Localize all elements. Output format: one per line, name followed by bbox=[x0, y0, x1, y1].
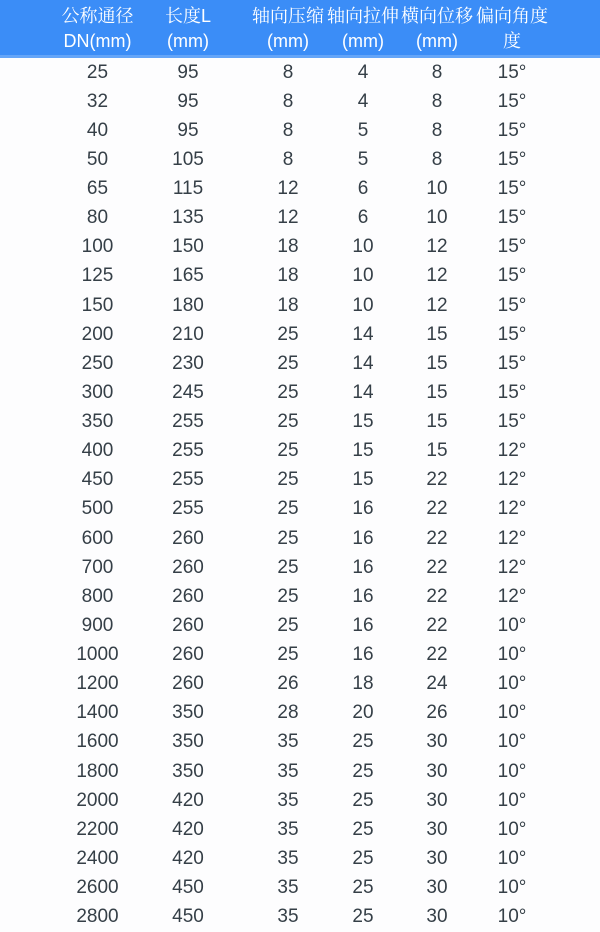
table-cell: 30 bbox=[426, 906, 448, 928]
table-cell: 25 bbox=[352, 818, 374, 840]
table-cell: 500 bbox=[81, 498, 114, 520]
table-cell: 10° bbox=[497, 673, 527, 695]
table-cell: 10° bbox=[497, 614, 527, 636]
col-header-label: 长度L bbox=[164, 5, 211, 26]
table-cell: 15° bbox=[497, 381, 527, 403]
table-cell: 900 bbox=[81, 614, 114, 636]
table-cell: 800 bbox=[81, 585, 114, 607]
table-cell: 14 bbox=[352, 323, 374, 345]
table-cell: 95 bbox=[177, 61, 199, 83]
table-row bbox=[0, 466, 600, 495]
table-cell: 10 bbox=[352, 294, 374, 316]
table-row bbox=[0, 553, 600, 582]
table-cell: 40 bbox=[86, 119, 109, 141]
table-cell: 25 bbox=[277, 527, 299, 549]
table-cell: 150 bbox=[172, 236, 204, 258]
table-cell: 12° bbox=[497, 585, 527, 607]
table-row bbox=[0, 757, 600, 786]
table-cell: 8 bbox=[282, 119, 294, 141]
table-cell: 8 bbox=[282, 148, 294, 170]
table-cell: 12 bbox=[426, 236, 448, 258]
table-row bbox=[0, 786, 600, 815]
table-cell: 420 bbox=[172, 789, 204, 811]
table-cell: 65 bbox=[86, 178, 109, 200]
table-cell: 32 bbox=[86, 90, 109, 112]
table-cell: 15° bbox=[497, 352, 527, 374]
table-cell: 4 bbox=[357, 90, 369, 112]
table-cell: 300 bbox=[81, 381, 114, 403]
table-cell: 10° bbox=[497, 789, 527, 811]
table-cell: 10 bbox=[426, 207, 448, 229]
table-cell: 12° bbox=[497, 440, 527, 462]
table-cell: 25 bbox=[86, 61, 109, 83]
table-cell: 15° bbox=[497, 265, 527, 287]
table-cell: 15° bbox=[497, 119, 527, 141]
table-cell: 10° bbox=[497, 731, 527, 753]
col-header-axial-compression bbox=[238, 0, 326, 57]
table-row bbox=[0, 437, 600, 466]
table-cell: 1400 bbox=[76, 702, 119, 724]
table-cell: 450 bbox=[81, 469, 114, 491]
table-cell: 22 bbox=[426, 614, 448, 636]
table-row bbox=[0, 87, 600, 116]
table-cell: 1600 bbox=[76, 731, 119, 753]
table-row bbox=[0, 815, 600, 844]
table-cell: 15° bbox=[497, 61, 527, 83]
table-cell: 22 bbox=[426, 585, 448, 607]
table-cell: 350 bbox=[172, 760, 204, 782]
table-cell: 35 bbox=[277, 760, 299, 782]
col-header-unit: DN(mm) bbox=[63, 30, 132, 51]
table-row bbox=[0, 204, 600, 233]
table-row bbox=[0, 145, 600, 174]
table-cell: 24 bbox=[426, 673, 448, 695]
table-row bbox=[0, 233, 600, 262]
table-cell: 260 bbox=[172, 527, 204, 549]
table-cell: 210 bbox=[172, 323, 204, 345]
table-cell: 10° bbox=[497, 906, 527, 928]
table-cell: 25 bbox=[277, 469, 299, 491]
table-cell: 8 bbox=[282, 90, 294, 112]
table-cell: 10° bbox=[497, 702, 527, 724]
table-cell: 15° bbox=[497, 411, 527, 433]
table-cell: 25 bbox=[352, 847, 374, 869]
table-cell: 260 bbox=[172, 644, 204, 666]
table-cell: 95 bbox=[177, 90, 199, 112]
col-header-lateral-displacement bbox=[400, 0, 474, 57]
table-cell: 25 bbox=[277, 323, 299, 345]
table-row bbox=[0, 611, 600, 640]
table-cell: 420 bbox=[172, 818, 204, 840]
table-cell: 255 bbox=[172, 498, 204, 520]
table-cell: 15 bbox=[352, 411, 374, 433]
table-cell: 35 bbox=[277, 818, 299, 840]
col-header-label: 轴向拉伸 bbox=[327, 5, 399, 26]
table-cell: 12° bbox=[497, 556, 527, 578]
table-cell: 230 bbox=[172, 352, 204, 374]
table-cell: 135 bbox=[172, 207, 204, 229]
table-cell: 26 bbox=[426, 702, 448, 724]
table-cell: 15 bbox=[352, 440, 374, 462]
table-cell: 260 bbox=[172, 556, 204, 578]
table-cell: 25 bbox=[277, 498, 299, 520]
table-cell: 15° bbox=[497, 178, 527, 200]
table-cell: 15° bbox=[497, 323, 527, 345]
table-cell: 2400 bbox=[76, 847, 119, 869]
table-cell: 1200 bbox=[76, 673, 119, 695]
table-cell: 16 bbox=[352, 556, 374, 578]
table-cell: 10° bbox=[497, 818, 527, 840]
col-header-label: 公称通径 bbox=[61, 5, 134, 26]
table-cell: 245 bbox=[172, 381, 204, 403]
table-cell: 25 bbox=[352, 789, 374, 811]
table-cell: 25 bbox=[277, 411, 299, 433]
table-cell: 15 bbox=[426, 381, 448, 403]
col-header-unit: (mm) bbox=[267, 30, 309, 51]
table-cell: 2000 bbox=[76, 789, 119, 811]
table-cell: 35 bbox=[277, 906, 299, 928]
table-cell: 260 bbox=[172, 614, 204, 636]
table-cell: 35 bbox=[277, 789, 299, 811]
table-cell: 6 bbox=[357, 207, 369, 229]
table-cell: 22 bbox=[426, 498, 448, 520]
table-cell: 6 bbox=[357, 178, 369, 200]
table-cell: 10 bbox=[426, 178, 448, 200]
table-cell: 12° bbox=[497, 498, 527, 520]
table-cell: 14 bbox=[352, 381, 374, 403]
table-cell: 30 bbox=[426, 847, 448, 869]
table-row bbox=[0, 57, 600, 88]
table-cell: 350 bbox=[81, 411, 114, 433]
table-cell: 80 bbox=[86, 207, 109, 229]
table-cell: 15° bbox=[497, 236, 527, 258]
table-cell: 15 bbox=[426, 440, 448, 462]
table-row bbox=[0, 291, 600, 320]
table-cell: 2800 bbox=[76, 906, 119, 928]
table-row bbox=[0, 408, 600, 437]
col-header-unit: (mm) bbox=[416, 30, 458, 51]
table-cell: 30 bbox=[426, 818, 448, 840]
table-cell: 8 bbox=[282, 61, 294, 83]
table-cell: 30 bbox=[426, 877, 448, 899]
table-cell: 25 bbox=[352, 760, 374, 782]
table-cell: 95 bbox=[177, 119, 199, 141]
table-cell: 400 bbox=[81, 440, 114, 462]
table-cell: 260 bbox=[172, 673, 204, 695]
table-row bbox=[0, 320, 600, 349]
table-cell: 125 bbox=[81, 265, 114, 287]
table-cell: 165 bbox=[172, 265, 204, 287]
col-header-deflection-angle bbox=[474, 0, 600, 57]
table-row bbox=[0, 262, 600, 291]
table-cell: 25 bbox=[277, 644, 299, 666]
table-cell: 16 bbox=[352, 527, 374, 549]
table-cell: 12 bbox=[426, 265, 448, 287]
table-cell: 12° bbox=[497, 527, 527, 549]
table-cell: 1800 bbox=[76, 760, 119, 782]
table-header bbox=[0, 0, 600, 57]
table-cell: 8 bbox=[431, 90, 443, 112]
table-cell: 22 bbox=[426, 556, 448, 578]
table-cell: 22 bbox=[426, 469, 448, 491]
table-cell: 105 bbox=[172, 148, 204, 170]
table-cell: 25 bbox=[277, 352, 299, 374]
table-row bbox=[0, 175, 600, 204]
table-row bbox=[0, 874, 600, 903]
table-cell: 255 bbox=[172, 440, 204, 462]
table-row bbox=[0, 699, 600, 728]
table-cell: 25 bbox=[352, 877, 374, 899]
table-row bbox=[0, 903, 600, 932]
table-cell: 16 bbox=[352, 498, 374, 520]
table-cell: 28 bbox=[277, 702, 299, 724]
table-cell: 700 bbox=[81, 556, 114, 578]
col-header-axial-extension bbox=[326, 0, 400, 57]
table-cell: 14 bbox=[352, 352, 374, 374]
table-cell: 100 bbox=[81, 236, 114, 258]
col-header-label: 偏向角度 bbox=[476, 5, 548, 26]
table-cell: 18 bbox=[352, 673, 374, 695]
table-cell: 12 bbox=[277, 178, 299, 200]
table-cell: 15° bbox=[497, 207, 527, 229]
table-cell: 10° bbox=[497, 644, 527, 666]
table-cell: 115 bbox=[172, 178, 204, 200]
table-cell: 5 bbox=[357, 119, 369, 141]
table-cell: 8 bbox=[431, 61, 443, 83]
table-cell: 20 bbox=[352, 702, 374, 724]
table-row bbox=[0, 670, 600, 699]
table-cell: 450 bbox=[172, 906, 204, 928]
table-cell: 2600 bbox=[76, 877, 119, 899]
table-row bbox=[0, 378, 600, 407]
table-cell: 180 bbox=[172, 294, 204, 316]
table-cell: 16 bbox=[352, 614, 374, 636]
table-cell: 150 bbox=[81, 294, 114, 316]
table-row bbox=[0, 844, 600, 873]
col-header-label: 横向位移 bbox=[401, 5, 473, 26]
table-cell: 18 bbox=[277, 294, 299, 316]
table-row bbox=[0, 524, 600, 553]
table-cell: 30 bbox=[426, 760, 448, 782]
table-cell: 15 bbox=[352, 469, 374, 491]
table-body bbox=[0, 57, 600, 932]
table-cell: 350 bbox=[172, 731, 204, 753]
table-cell: 450 bbox=[172, 877, 204, 899]
table-row bbox=[0, 582, 600, 611]
table-cell: 25 bbox=[277, 614, 299, 636]
table-cell: 2200 bbox=[76, 818, 119, 840]
table-cell: 18 bbox=[277, 236, 299, 258]
table-cell: 25 bbox=[277, 556, 299, 578]
table-cell: 25 bbox=[277, 381, 299, 403]
table-cell: 15° bbox=[497, 294, 527, 316]
table-row bbox=[0, 349, 600, 378]
table-cell: 260 bbox=[172, 585, 204, 607]
table-cell: 255 bbox=[172, 469, 204, 491]
table-cell: 8 bbox=[431, 148, 443, 170]
table-cell: 10° bbox=[497, 847, 527, 869]
table-cell: 16 bbox=[352, 644, 374, 666]
table-cell: 12 bbox=[277, 207, 299, 229]
col-header-unit: (mm) bbox=[342, 30, 384, 51]
col-header-unit: (mm) bbox=[167, 30, 209, 51]
table-cell: 25 bbox=[352, 906, 374, 928]
table-cell: 250 bbox=[81, 352, 114, 374]
table-cell: 18 bbox=[277, 265, 299, 287]
table-cell: 25 bbox=[277, 440, 299, 462]
table-cell: 255 bbox=[172, 411, 204, 433]
table-cell: 10 bbox=[352, 265, 374, 287]
table-cell: 35 bbox=[277, 877, 299, 899]
table-cell: 10 bbox=[352, 236, 374, 258]
table-cell: 30 bbox=[426, 731, 448, 753]
table-row bbox=[0, 116, 600, 145]
col-header-label: 轴向压缩 bbox=[252, 5, 324, 26]
table-cell: 22 bbox=[426, 527, 448, 549]
table-cell: 30 bbox=[426, 789, 448, 811]
table-cell: 15° bbox=[497, 90, 527, 112]
table-cell: 22 bbox=[426, 644, 448, 666]
table-cell: 10° bbox=[497, 877, 527, 899]
table-cell: 4 bbox=[357, 61, 369, 83]
table-cell: 10° bbox=[497, 760, 527, 782]
table-row bbox=[0, 641, 600, 670]
table-cell: 5 bbox=[357, 148, 369, 170]
table-cell: 8 bbox=[431, 119, 443, 141]
table-cell: 25 bbox=[352, 731, 374, 753]
table-cell: 15 bbox=[426, 352, 448, 374]
table-cell: 15 bbox=[426, 411, 448, 433]
table-cell: 420 bbox=[172, 847, 204, 869]
table-cell: 600 bbox=[81, 527, 114, 549]
table-row bbox=[0, 495, 600, 524]
table-cell: 1000 bbox=[76, 644, 119, 666]
table-cell: 26 bbox=[277, 673, 299, 695]
table-cell: 16 bbox=[352, 585, 374, 607]
header-row bbox=[0, 0, 600, 57]
table-cell: 200 bbox=[81, 323, 114, 345]
col-header-unit: 度 bbox=[503, 30, 521, 51]
table-cell: 35 bbox=[277, 847, 299, 869]
table-cell: 12° bbox=[497, 469, 527, 491]
col-header-length bbox=[150, 0, 238, 57]
table-cell: 35 bbox=[277, 731, 299, 753]
table-cell: 15° bbox=[497, 148, 527, 170]
col-header-nominal-diameter bbox=[0, 0, 150, 57]
table-cell: 50 bbox=[86, 148, 109, 170]
table-cell: 12 bbox=[426, 294, 448, 316]
table-cell: 350 bbox=[172, 702, 204, 724]
table-row bbox=[0, 728, 600, 757]
table-cell: 25 bbox=[277, 585, 299, 607]
table-cell: 15 bbox=[426, 323, 448, 345]
